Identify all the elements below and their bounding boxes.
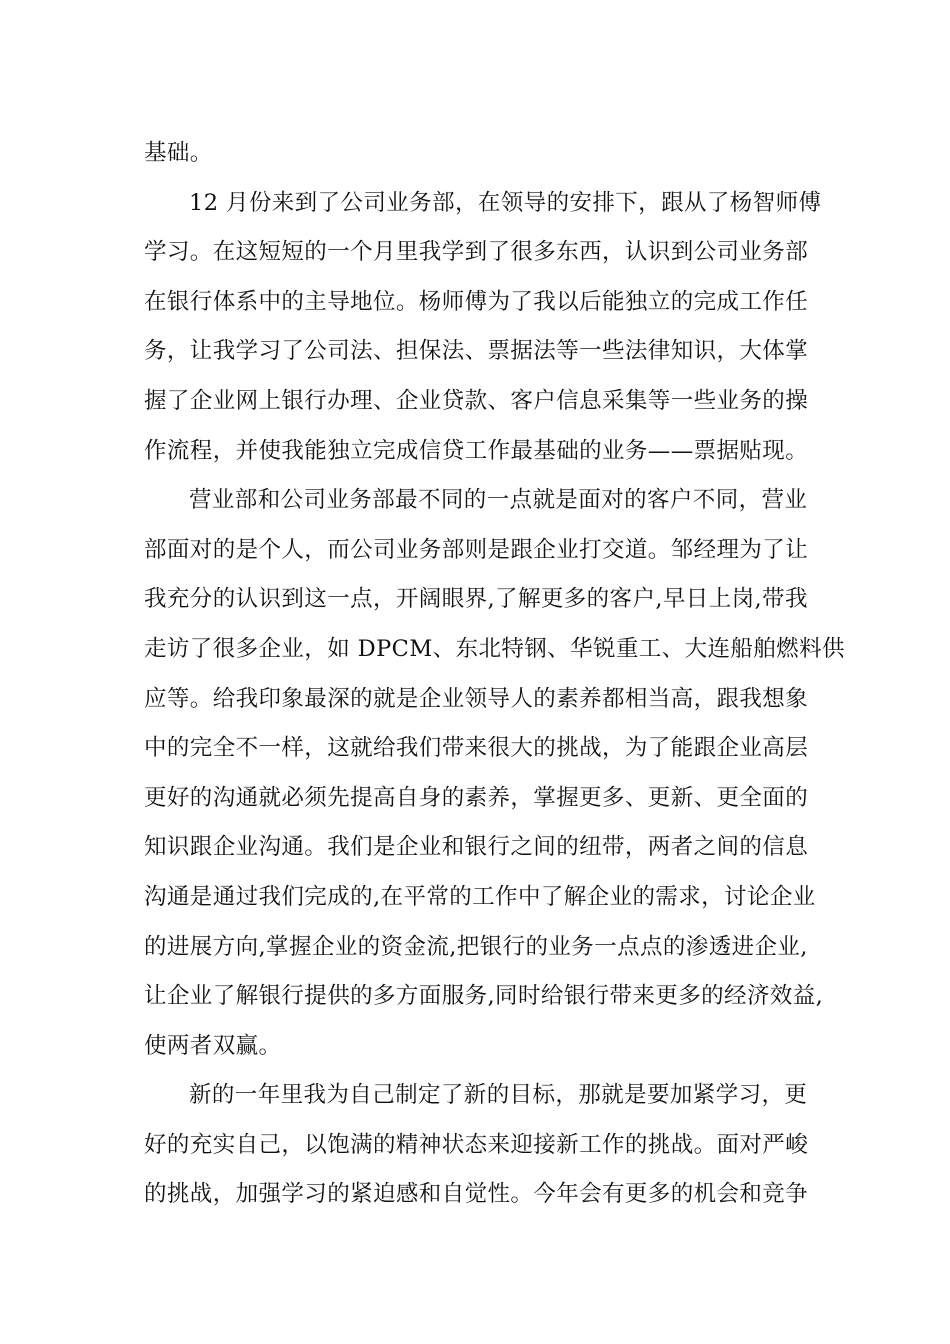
document-body xyxy=(144,129,845,1220)
text-line: 务，让我学习了公司法、担保法、票据法等一些法律知识，大体掌 xyxy=(144,338,809,365)
text-line: 学习。在这短短的一个月里我学到了很多东西，认识到公司业务部 xyxy=(144,239,809,266)
text-line: 部面对的是个人，而公司业务部则是跟企业打交道。邹经理为了让 xyxy=(144,536,809,563)
text-line: 应等。给我印象最深的就是企业领导人的素养都相当高，跟我想象 xyxy=(144,685,809,712)
text-line: 新的一年里我为自己制定了新的目标，那就是要加紧学习，更 xyxy=(189,1082,808,1109)
text-line: 的挑战，加强学习的紧迫感和自觉性。今年会有更多的机会和竞争 xyxy=(144,1181,809,1208)
text-line: 12 月份来到了公司业务部，在领导的安排下，跟从了杨智师傅 xyxy=(189,189,822,216)
text-line: 基础。 xyxy=(144,140,213,166)
text-line: 让企业了解银行提供的多方面服务,同时给银行带来更多的经济效益, xyxy=(144,983,824,1010)
text-line: 的进展方向,掌握企业的资金流,把银行的业务一点点的渗透进企业, xyxy=(144,933,808,960)
text-line: 使两者双赢。 xyxy=(144,1032,282,1059)
text-line: 更好的沟通就必须先提高自身的素养，掌握更多、更新、更全面的 xyxy=(144,784,809,811)
paragraph-2 xyxy=(144,179,822,477)
text-line: 中的完全不一样，这就给我们带来很大的挑战，为了能跟企业高层 xyxy=(144,735,809,762)
paragraph-1 xyxy=(144,129,814,179)
text-line: 营业部和公司业务部最不同的一点就是面对的客户不同，营业 xyxy=(189,487,808,514)
text-line: 我充分的认识到这一点，开阔眼界,了解更多的客户,早日上岗,带我 xyxy=(144,586,808,613)
paragraph-4 xyxy=(144,1071,814,1220)
text-line: 在银行体系中的主导地位。杨师傅为了我以后能独立的完成工作任 xyxy=(144,288,809,315)
text-line: 知识跟企业沟通。我们是企业和银行之间的纽带，两者之间的信息 xyxy=(144,834,809,861)
text-line: 作流程，并使我能独立完成信贷工作最基础的业务——票据贴现。 xyxy=(144,437,809,464)
text-line: 走访了很多企业，如 DPCM、东北特钢、华锐重工、大连船舶燃料供 xyxy=(144,635,845,662)
text-line: 握了企业网上银行办理、企业贷款、客户信息采集等一些业务的操 xyxy=(144,387,809,414)
text-line: 沟通是通过我们完成的,在平常的工作中了解企业的需求，讨论企业 xyxy=(144,883,816,910)
paragraph-3 xyxy=(144,476,845,1071)
text-line: 好的充实自己，以饱满的精神状态来迎接新工作的挑战。面对严峻 xyxy=(144,1131,809,1158)
